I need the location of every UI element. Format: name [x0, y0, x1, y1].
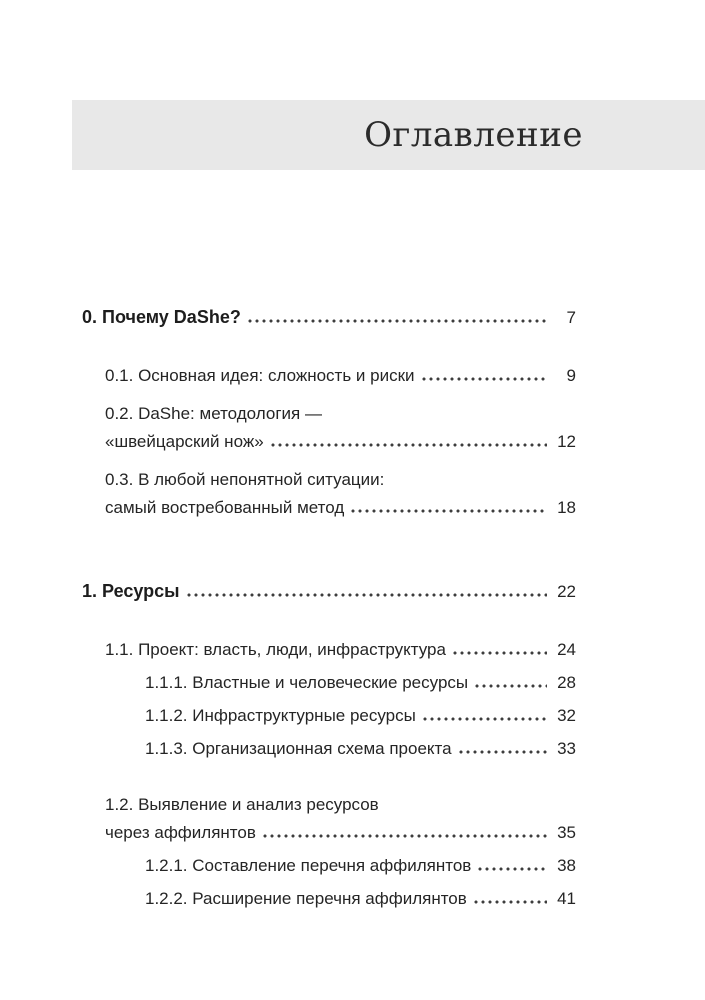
chapter-header-band — [72, 100, 705, 170]
toc-page-number: 18 — [557, 498, 576, 517]
toc-entry — [82, 852, 576, 880]
page-title: Оглавление — [364, 115, 583, 155]
toc-entry-label: 0.3. В любой непонятной ситуации: — [105, 470, 385, 489]
dot-leader — [474, 900, 547, 904]
dot-leader — [475, 684, 547, 688]
toc-entry — [82, 400, 576, 456]
toc-entry-line — [105, 362, 576, 390]
toc-entry-line — [145, 852, 576, 880]
toc-entry-line — [105, 494, 576, 522]
toc-page-number: 7 — [566, 308, 576, 327]
toc-entry-label: 1.1.1. Властные и человеческие ресурсы — [145, 673, 469, 692]
toc-entry — [82, 636, 576, 664]
toc-entry-label: 1.2.1. Составление перечня аффилянтов — [145, 856, 472, 875]
toc-entry-label: 1.1.3. Организационная схема проекта — [145, 739, 452, 758]
dot-leader — [422, 377, 547, 381]
table-of-contents — [82, 248, 576, 913]
toc-entry-line — [145, 735, 576, 763]
toc-entry-line — [145, 669, 576, 697]
dot-leader — [263, 834, 547, 838]
toc-entry — [82, 791, 576, 847]
toc-entry-line — [82, 577, 576, 606]
toc-entry-label: «швейцарский нож» — [105, 432, 264, 451]
toc-entry-label: 1.2.2. Расширение перечня аффилянтов — [145, 889, 467, 908]
toc-page-number: 22 — [557, 582, 576, 601]
toc-entry-line — [145, 702, 576, 730]
dot-leader — [423, 717, 547, 721]
dot-leader — [248, 319, 547, 323]
toc-entry-line — [105, 400, 576, 428]
toc-page-number: 32 — [557, 706, 576, 725]
dot-leader — [187, 593, 547, 597]
dot-leader — [351, 509, 547, 513]
toc-page-number: 24 — [557, 640, 576, 659]
toc-page-number: 35 — [557, 823, 576, 842]
toc-entry — [82, 735, 576, 763]
toc-entry — [82, 885, 576, 913]
toc-entry-line — [145, 885, 576, 913]
toc-entry-line — [105, 819, 576, 847]
toc-entry — [82, 669, 576, 697]
dot-leader — [453, 651, 547, 655]
toc-page-number: 12 — [557, 432, 576, 451]
toc-entry-label: 0. Почему DaShe? — [82, 307, 241, 327]
toc-entry-line — [105, 428, 576, 456]
toc-page-number: 38 — [557, 856, 576, 875]
toc-entry — [82, 303, 576, 332]
toc-page-number: 28 — [557, 673, 576, 692]
toc-entry-line — [105, 791, 576, 819]
toc-page-number: 41 — [557, 889, 576, 908]
toc-entry-label: 1. Ресурсы — [82, 581, 180, 601]
toc-entry-line — [105, 466, 576, 494]
toc-entry-label: самый востребованный метод — [105, 498, 345, 517]
toc-entry-label: 1.1. Проект: власть, люди, инфраструктура — [105, 640, 446, 659]
dot-leader — [459, 750, 547, 754]
dot-leader — [271, 443, 547, 447]
toc-page-number: 9 — [566, 366, 576, 385]
toc-entry-label: 0.1. Основная идея: сложность и риски — [105, 366, 415, 385]
toc-entry — [82, 577, 576, 606]
toc-entry-label: 1.1.2. Инфраструктурные ресурсы — [145, 706, 416, 725]
toc-page-number: 33 — [557, 739, 576, 758]
toc-entry-line — [82, 303, 576, 332]
toc-entry-label: 1.2. Выявление и анализ ресурсов — [105, 795, 379, 814]
toc-entry — [82, 702, 576, 730]
toc-entry-label: через аффилянтов — [105, 823, 256, 842]
dot-leader — [478, 867, 547, 871]
toc-entry — [82, 362, 576, 390]
toc-entry-label: 0.2. DaShe: методология — — [105, 404, 322, 423]
toc-entry — [82, 466, 576, 522]
toc-entry-line — [105, 636, 576, 664]
